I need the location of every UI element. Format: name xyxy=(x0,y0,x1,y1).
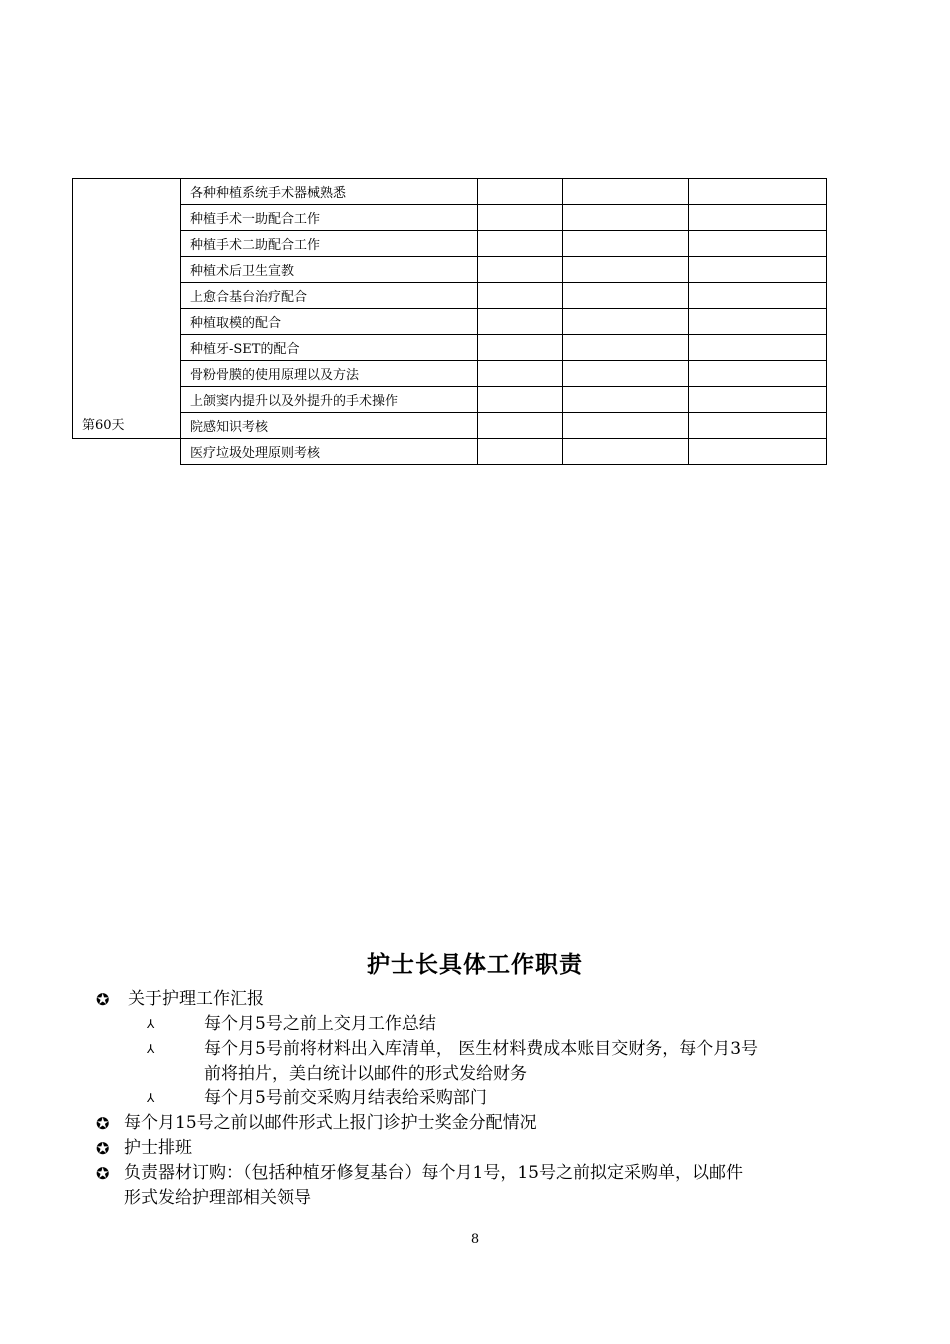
table-row xyxy=(73,257,827,283)
item-cell: 医疗垃圾处理原则考核 xyxy=(181,439,478,465)
empty-cell xyxy=(478,283,563,309)
list-item-text: 负责器材订购：（包括种植牙修复基台）每个月1号，15号之前拟定采购单，以邮件 xyxy=(124,1163,743,1183)
table-row xyxy=(73,179,827,205)
empty-cell xyxy=(689,283,827,309)
training-table-wrapper xyxy=(72,178,827,465)
list-item-text: 关于护理工作汇报 xyxy=(128,989,264,1009)
empty-cell xyxy=(689,387,827,413)
table-row xyxy=(73,361,827,387)
training-table xyxy=(72,178,827,465)
list-item-text: 每个月15号之前以邮件形式上报门诊护士奖金分配情况 xyxy=(124,1113,537,1133)
empty-cell xyxy=(478,439,563,465)
table-row xyxy=(73,439,827,465)
table-row xyxy=(73,335,827,361)
list-item-text: 形式发给护理部相关领导 xyxy=(124,1188,311,1208)
empty-cell xyxy=(689,179,827,205)
empty-cell xyxy=(478,231,563,257)
empty-cell xyxy=(563,335,689,361)
item-cell: 上颌窦内提升以及外提升的手术操作 xyxy=(181,387,478,413)
empty-cell xyxy=(689,309,827,335)
empty-cell xyxy=(478,413,563,439)
empty-cell xyxy=(563,283,689,309)
empty-cell xyxy=(689,439,827,465)
empty-cell xyxy=(689,335,827,361)
item-cell: 院感知识考核 xyxy=(181,413,478,439)
sub-list-item-text: 每个月5号前交采购月结表给采购部门 xyxy=(204,1088,487,1108)
table-row xyxy=(73,231,827,257)
empty-cell xyxy=(563,439,689,465)
sub-bullet-icon: ⅄ xyxy=(147,1091,155,1105)
item-cell: 种植取模的配合 xyxy=(181,309,478,335)
sub-bullet-icon: ⅄ xyxy=(147,1017,155,1031)
blank-cell xyxy=(73,439,181,465)
empty-cell xyxy=(478,361,563,387)
star-bullet-icon: ✪ xyxy=(96,1139,110,1158)
empty-cell xyxy=(689,413,827,439)
star-bullet-icon: ✪ xyxy=(96,1114,110,1133)
empty-cell xyxy=(478,335,563,361)
star-bullet-icon: ✪ xyxy=(96,1164,110,1183)
empty-cell xyxy=(563,257,689,283)
empty-cell xyxy=(689,361,827,387)
empty-cell xyxy=(478,387,563,413)
empty-cell xyxy=(478,257,563,283)
table-row xyxy=(73,283,827,309)
item-cell: 种植术后卫生宣教 xyxy=(181,257,478,283)
table-row xyxy=(73,413,827,439)
empty-cell xyxy=(563,231,689,257)
empty-cell xyxy=(563,179,689,205)
empty-cell xyxy=(563,361,689,387)
empty-cell xyxy=(563,387,689,413)
star-bullet-icon: ✪ xyxy=(96,990,110,1009)
empty-cell xyxy=(478,309,563,335)
empty-cell xyxy=(689,205,827,231)
item-cell: 种植手术二助配合工作 xyxy=(181,231,478,257)
day-cell: 第60天 xyxy=(73,179,181,439)
item-cell: 上愈合基台治疗配合 xyxy=(181,283,478,309)
sub-bullet-icon: ⅄ xyxy=(147,1042,155,1056)
item-cell: 骨粉骨膜的使用原理以及方法 xyxy=(181,361,478,387)
sub-list-item-text: 前将拍片，美白统计以邮件的形式发给财务 xyxy=(204,1064,527,1084)
sub-list-item-text: 每个月5号之前上交月工作总结 xyxy=(204,1014,436,1034)
page-number: 8 xyxy=(470,1232,480,1247)
sub-list-item-text: 每个月5号前将材料出入库清单， 医生材料费成本账目交财务，每个月3号 xyxy=(204,1039,759,1059)
table-row xyxy=(73,309,827,335)
empty-cell xyxy=(478,179,563,205)
list-item-text: 护士排班 xyxy=(124,1138,192,1158)
empty-cell xyxy=(478,205,563,231)
section-title: 护士长具体工作职责 xyxy=(367,952,583,978)
item-cell: 种植手术一助配合工作 xyxy=(181,205,478,231)
item-cell: 各种种植系统手术器械熟悉 xyxy=(181,179,478,205)
empty-cell xyxy=(563,205,689,231)
empty-cell xyxy=(563,413,689,439)
empty-cell xyxy=(689,257,827,283)
item-cell: 种植牙-SET的配合 xyxy=(181,335,478,361)
empty-cell xyxy=(689,231,827,257)
table-row xyxy=(73,387,827,413)
empty-cell xyxy=(563,309,689,335)
table-row xyxy=(73,205,827,231)
